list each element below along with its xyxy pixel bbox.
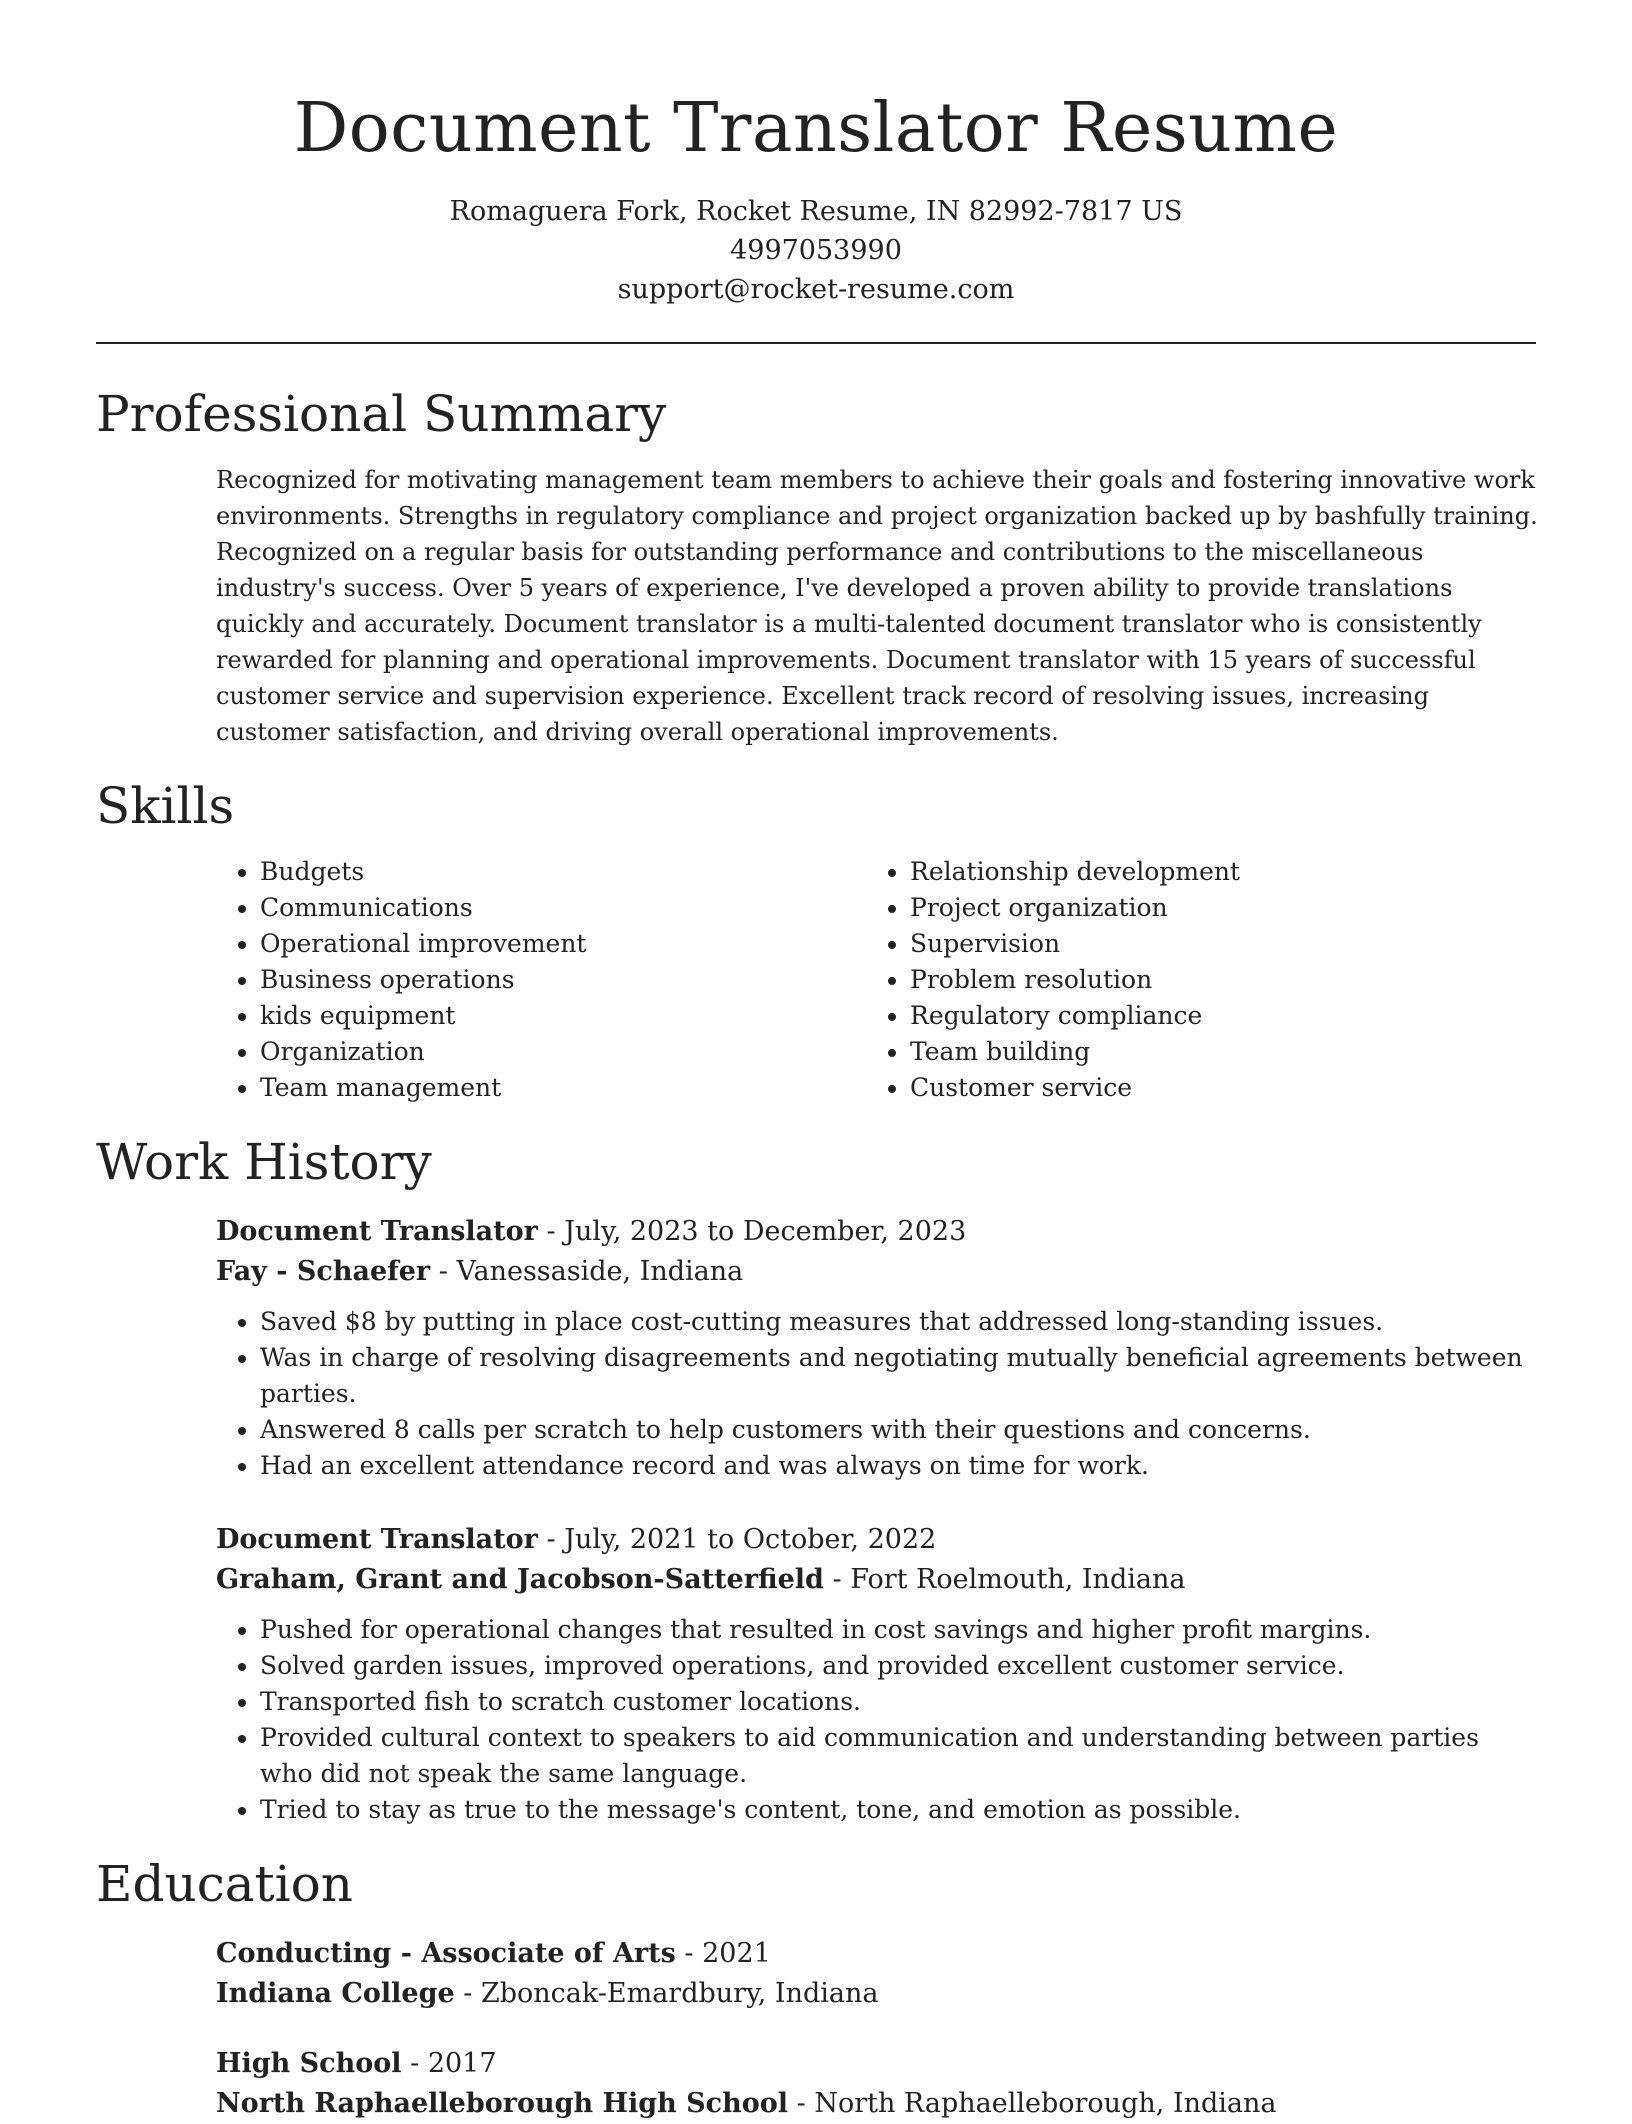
separator: -	[537, 1216, 565, 1247]
job-location: Fort Roelmouth, Indiana	[850, 1564, 1186, 1595]
job-bullet: • Was in charge of resolving disagreements and negotiating mutually beneficial agreements between parties.	[260, 1340, 1538, 1412]
education-location: North Raphaelleborough, Indiana	[814, 2088, 1277, 2119]
address: Romaguera Fork, Rocket Resume, IN 82992-7817 US	[449, 196, 1183, 227]
education-degree-line	[216, 1934, 1538, 1974]
education-year: 2017	[427, 2048, 497, 2079]
job-bullet: • Provided cultural context to speakers to aid communication and understanding between parties who did not speak the same language.	[260, 1720, 1538, 1792]
resume-header	[0, 84, 1632, 309]
job-title: Document Translator	[216, 1216, 538, 1247]
skill-item: • Team management	[260, 1070, 856, 1106]
education-degree-line	[216, 2044, 1538, 2084]
job-bullet: • Had an excellent attendance record and was always on time for work.	[260, 1448, 1538, 1484]
skill-item: • Team building	[910, 1034, 1506, 1070]
skill-item: • Supervision	[910, 926, 1506, 962]
skill-item: • kids equipment	[260, 998, 856, 1034]
education-year: 2021	[702, 1938, 771, 1969]
job-company: Fay - Schaefer	[216, 1256, 431, 1287]
job-title-line	[216, 1212, 1538, 1252]
education-entry	[216, 1934, 1538, 2014]
separator: -	[823, 1564, 851, 1595]
job-company-line	[216, 1252, 1538, 1292]
skill-item: • Project organization	[910, 890, 1506, 926]
education-school-line	[216, 1974, 1538, 2014]
skill-item: • Budgets	[260, 854, 856, 890]
education-location: Zboncak-Emardbury, Indiana	[480, 1978, 879, 2009]
job-bullet: • Saved $8 by putting in place cost-cutting measures that addressed long-standing issues.	[260, 1304, 1538, 1340]
summary-heading: Professional Summary	[96, 385, 667, 443]
education-school: North Raphaelleborough High School	[216, 2088, 789, 2119]
job-bullet: • Pushed for operational changes that resulted in cost savings and higher profit margins.	[260, 1612, 1538, 1648]
education-degree: Conducting - Associate of Arts	[216, 1938, 676, 1969]
resume-title: Document Translator Resume	[293, 89, 1339, 168]
separator: -	[537, 1524, 565, 1555]
work-history-heading: Work History	[96, 1133, 432, 1191]
education-school-line	[216, 2084, 1538, 2124]
separator: -	[675, 1938, 703, 1969]
job-bullet: • Transported fish to scratch customer locations.	[260, 1684, 1538, 1720]
contact-info	[0, 192, 1632, 309]
skill-item: • Problem resolution	[910, 962, 1506, 998]
job-dates: July, 2023 to December, 2023	[564, 1216, 967, 1247]
job-bullet: • Answered 8 calls per scratch to help customers with their questions and concerns.	[260, 1412, 1538, 1448]
separator: -	[454, 1978, 481, 2009]
skill-item: • Regulatory compliance	[910, 998, 1506, 1034]
job-title: Document Translator	[216, 1524, 538, 1555]
summary-text: Recognized for motivating management team members to achieve their goals and fostering innovative work environments. Strengths in regulatory compliance and project organization backed up by bashfully training. Recognized on a regular basis for outstanding performance and contributions to the miscellaneous industry's success. Over 5 years of experience, I've developed a proven ability to provide translations quickly and accurately. Document translator is a multi-talented document translator who is consistently rewarded for planning and operational improvements. Document translator with 15 years of successful customer service and supervision experience. Excellent track record of resolving issues, increasing customer satisfaction, and driving overall operational improvements.	[216, 466, 1538, 746]
job-company-line	[216, 1560, 1538, 1600]
job-title-line	[216, 1520, 1538, 1560]
job-bullet: • Tried to stay as true to the message's content, tone, and emotion as possible.	[260, 1792, 1538, 1828]
skills-column-left	[216, 854, 856, 1106]
skills-column-right	[866, 854, 1506, 1106]
skill-item: • Operational improvement	[260, 926, 856, 962]
job-bullet: • Solved garden issues, improved operations, and provided excellent customer service.	[260, 1648, 1538, 1684]
education-entry	[216, 2044, 1538, 2124]
separator: -	[401, 2048, 428, 2079]
skills-list-left	[216, 854, 856, 1106]
education-degree: High School	[216, 2048, 402, 2079]
job-entry	[216, 1212, 1538, 1484]
job-bullets	[216, 1612, 1538, 1828]
email: support@rocket-resume.com	[617, 274, 1015, 305]
skills-list-right	[866, 854, 1506, 1106]
skills-heading: Skills	[96, 777, 235, 835]
job-location: Vanessaside, Indiana	[456, 1256, 744, 1287]
separator: -	[788, 2088, 815, 2119]
skill-item: • Relationship development	[910, 854, 1506, 890]
job-dates: July, 2021 to October, 2022	[564, 1524, 937, 1555]
phone: 4997053990	[730, 235, 902, 266]
skill-item: • Communications	[260, 890, 856, 926]
education-heading: Education	[96, 1855, 353, 1913]
skill-item: • Business operations	[260, 962, 856, 998]
education-school: Indiana College	[216, 1978, 455, 2009]
separator: -	[430, 1256, 457, 1287]
skill-item: • Organization	[260, 1034, 856, 1070]
job-entry	[216, 1520, 1538, 1828]
job-bullets	[216, 1304, 1538, 1484]
header-divider	[96, 342, 1536, 344]
skill-item: • Customer service	[910, 1070, 1506, 1106]
job-company: Graham, Grant and Jacobson-Satterfield	[216, 1564, 824, 1595]
